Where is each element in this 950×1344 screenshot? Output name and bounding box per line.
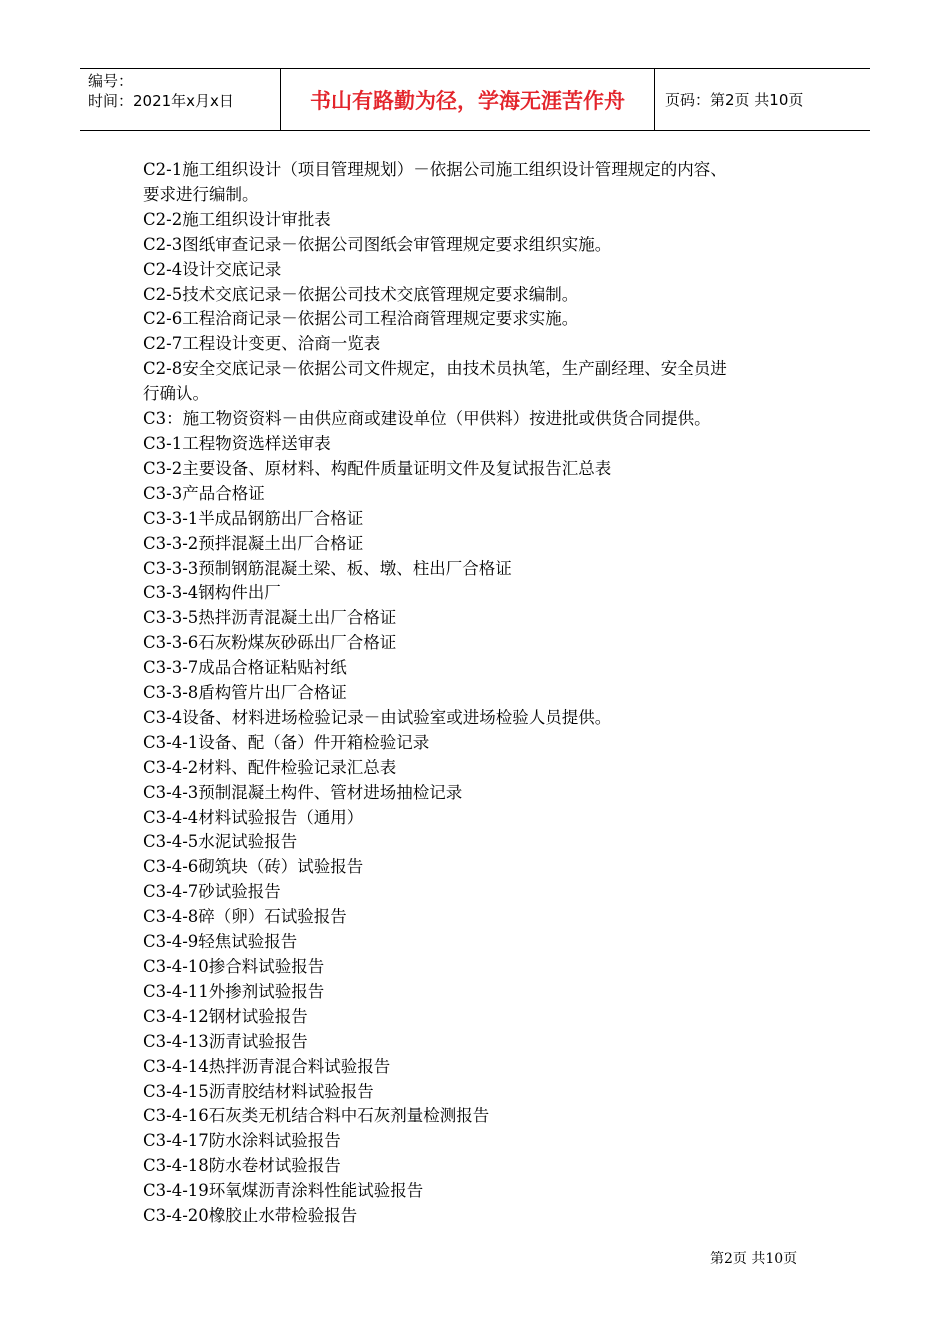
body-line: C3-3-1半成品钢筋出厂合格证	[143, 508, 364, 528]
body-line: C3-4-4材料试验报告（通用）	[143, 807, 364, 827]
body-line: C3-2主要设备、原材料、构配件质量证明文件及复试报告汇总表	[143, 458, 612, 478]
body-line: C3-4-20橡胶止水带检验报告	[143, 1206, 358, 1226]
body-line: C3-4-10掺合料试验报告	[143, 957, 325, 976]
body-line: 行确认。	[143, 384, 209, 404]
body-line: C2-6工程洽商记录－依据公司工程洽商管理规定要求实施。	[143, 309, 579, 329]
body-line: C3-4-17防水涂料试验报告	[143, 1131, 341, 1151]
document-body	[143, 158, 823, 1229]
body-line: C3-4-12钢材试验报告	[143, 1006, 308, 1026]
body-line: C3-3-4钢构件出厂	[143, 583, 281, 603]
page-footer: 第2页 共10页	[710, 1251, 798, 1267]
body-line: C3-4-19环氧煤沥青涂料性能试验报告	[143, 1181, 424, 1201]
body-line: C3-4-8碎（卵）石试验报告	[143, 907, 347, 927]
header-meta	[80, 69, 281, 130]
body-line: C3-3-8盾构管片出厂合格证	[143, 683, 347, 703]
body-line: C3-4-3预制混凝土构件、管材进场抽检记录	[143, 782, 463, 802]
body-line: C3-3-7成品合格证粘贴衬纸	[143, 658, 347, 678]
body-line: C3-4-11外掺剂试验报告	[143, 981, 325, 1001]
body-line: C2-3图纸审查记录－依据公司图纸会审管理规定要求组织实施。	[143, 234, 612, 254]
body-line: C3-4-18防水卷材试验报告	[143, 1156, 341, 1176]
body-line: C3-3-2预拌混凝土出厂合格证	[143, 533, 364, 553]
body-line: C2-4设计交底记录	[143, 259, 282, 279]
body-line: C3-3产品合格证	[143, 483, 265, 503]
body-line: C3-4设备、材料进场检验记录－由试验室或进场检验人员提供。	[143, 707, 612, 727]
body-line: C3-4-2材料、配件检验记录汇总表	[143, 757, 397, 777]
header-motto: 书山有路勤为径，学海无涯苦作舟	[281, 69, 655, 130]
body-line: C3-4-14热拌沥青混合料试验报告	[143, 1056, 391, 1076]
page-header	[80, 68, 870, 131]
body-line: C2-5技术交底记录－依据公司技术交底管理规定要求编制。	[143, 284, 579, 304]
body-line: C3-3-3预制钢筋混凝土梁、板、墩、柱出厂合格证	[143, 558, 512, 578]
body-line: C3-4-5水泥试验报告	[143, 832, 298, 852]
body-line: C3：施工物资资料－由供应商或建设单位（甲供料）按进批或供货合同提供。	[143, 409, 711, 429]
document-number-label: 编号：	[88, 72, 134, 90]
document-time-label: 时间：2021年x月x日	[88, 92, 234, 110]
body-line: C3-1工程物资选样送审表	[143, 433, 331, 453]
body-line: C3-3-6石灰粉煤灰砂砾出厂合格证	[143, 633, 397, 653]
body-line: C3-4-1设备、配（备）件开箱检验记录	[143, 732, 430, 752]
body-line: C3-3-5热拌沥青混凝土出厂合格证	[143, 608, 397, 628]
body-line: C3-4-13沥青试验报告	[143, 1031, 308, 1051]
body-line: C3-4-7砂试验报告	[143, 882, 281, 902]
body-line: C2-2施工组织设计审批表	[143, 209, 331, 229]
header-page-number: 页码：第2页 共10页	[665, 91, 804, 109]
body-line: 要求进行编制。	[143, 184, 259, 204]
body-line: C3-4-16石灰类无机结合料中石灰剂量检测报告	[143, 1106, 490, 1126]
body-line: C3-4-15沥青胶结材料试验报告	[143, 1081, 374, 1101]
body-line: C3-4-6砌筑块（砖）试验报告	[143, 857, 364, 877]
body-line: C2-7工程设计变更、洽商一览表	[143, 334, 381, 354]
body-line: C2-8安全交底记录－依据公司文件规定，由技术员执笔，生产副经理、安全员进	[143, 359, 727, 379]
body-line: C2-1施工组织设计（项目管理规划）－依据公司施工组织设计管理规定的内容、	[143, 160, 727, 179]
body-line: C3-4-9轻焦试验报告	[143, 932, 298, 952]
